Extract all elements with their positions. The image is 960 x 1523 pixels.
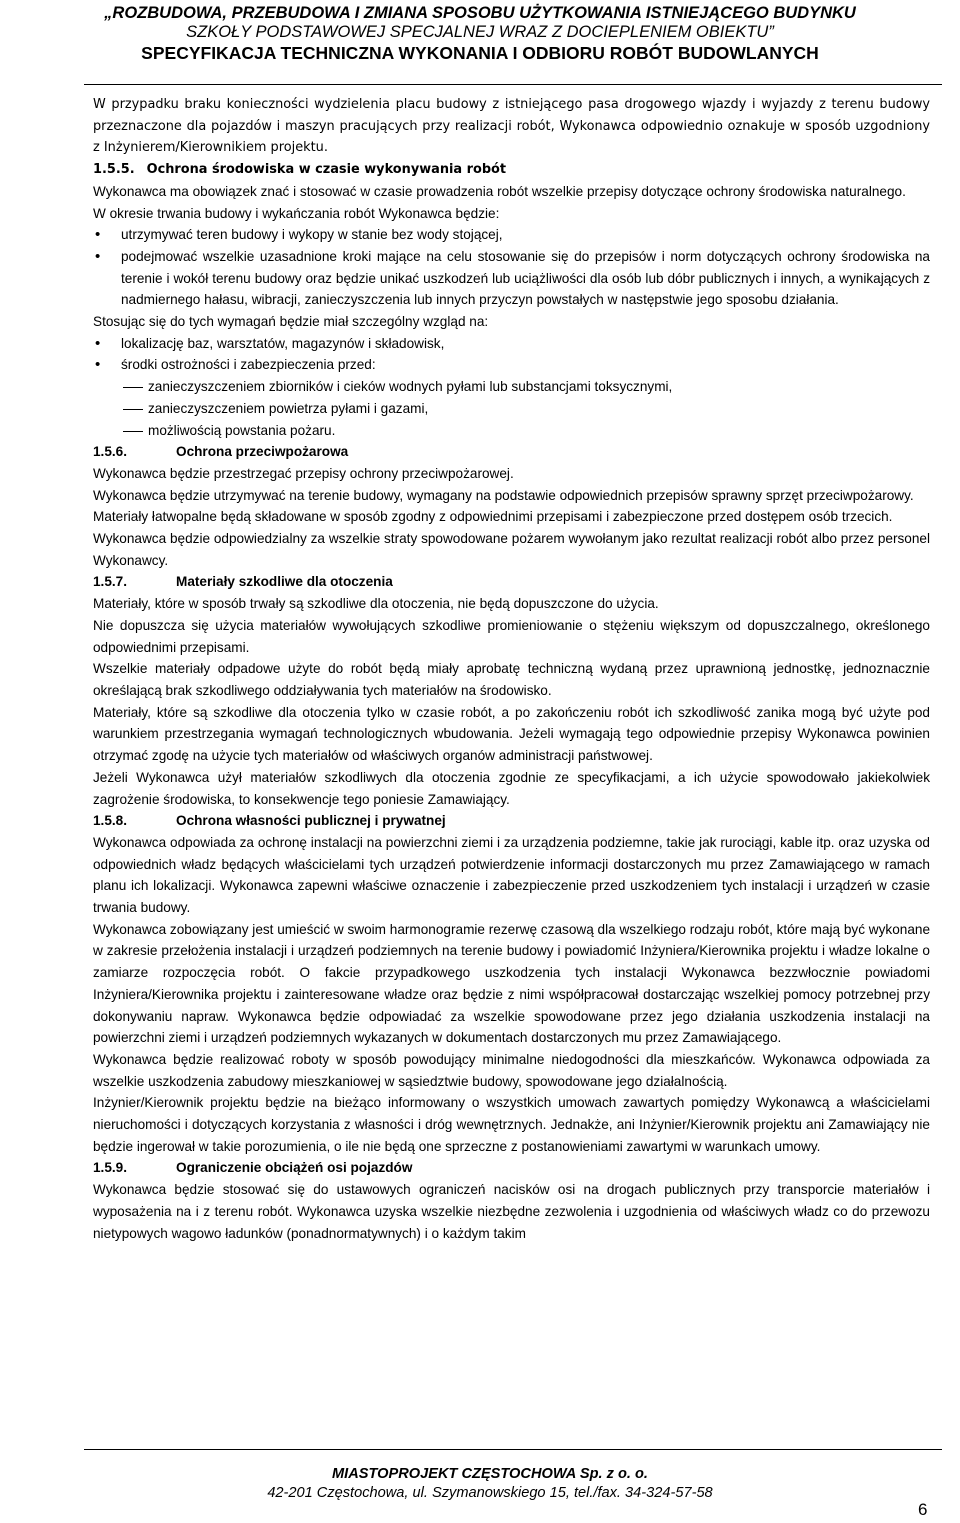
- list-item: możliwością powstania pożaru.: [93, 420, 930, 442]
- paragraph: Wykonawca będzie odpowiedzialny za wszelkie straty spowodowane pożarem wywołanym jako rezultat realizacji robót albo przez personel Wykonawcy.: [93, 531, 930, 568]
- document-body: [93, 94, 930, 1244]
- paragraph: Jeżeli Wykonawca użył materiałów szkodliwych dla otoczenia zgodnie ze specyfikacjami, a ich użycie spowodowało jakiekolwiek zagrożenie środowiska, to konsekwencje tego poniesie Zamawiający.: [93, 769, 930, 807]
- paragraph: Wykonawca będzie przestrzegać przepisy ochrony przeciwpożarowej.: [93, 465, 514, 481]
- paragraph: Wykonawca będzie realizować roboty w sposób powodujący minimalne niedogodności dla mieszkańców. Wykonawca odpowiada za wszelkie uszkodzenia zabudowy mieszkaniowej w sąsiedztwie budowy, spowodowane jego działalnością.: [93, 1051, 930, 1089]
- paragraph: Materiały, które są szkodliwe dla otoczenia tylko w czasie robót, a po zakończeniu robót ich szkodliwość zanika mogą być użyte pod warunkiem przestrzegania wymagań technologicznych wbudowania. Jeżeli wymagają tego odpowiednie przepisy Wykonawca powinien otrzymać zgodę na użycie tych materiałów od właściwych organów administracji państwowej.: [93, 704, 930, 764]
- paragraph: Stosując się do tych wymagań będzie miał szczególny wzgląd na:: [93, 314, 489, 330]
- header-document-title: SPECYFIKACJA TECHNICZNA WYKONANIA I ODBIORU ROBÓT BUDOWLANYCH: [141, 43, 819, 63]
- paragraph: Nie dopuszcza się użycia materiałów wywołujących szkodliwe promieniowanie o stężeniu większym od dopuszczalnego, określonego odpowiednimi przepisami.: [93, 617, 930, 655]
- list-item: • podejmować wszelkie uzasadnione kroki mające na celu stosowanie się do przepisów i norm dotyczących ochrony środowiska na terenie i wokół terenu budowy oraz będzie unikać uszkodzeń lub uciążliwości dla osób lub dóbr publicznych i innych, a wynikających z nadmiernego hałasu, wibracji, zanieczyszczenia lub innych przyczyn powstałych w następstwie jego sposobu działania.: [93, 246, 930, 311]
- section-title: Ochrona środowiska w czasie wykonywania robót: [146, 162, 507, 178]
- header-project-title-line1: „ROZBUDOWA, PRZEBUDOWA I ZMIANA SPOSOBU UŻYTKOWANIA ISTNIEJĄCEGO BUDYNKU: [104, 4, 856, 22]
- paragraph: Materiały, które w sposób trwały są szkodliwe dla otoczenia, nie będą dopuszczone do użycia.: [93, 596, 659, 612]
- section-heading-1-5-6: [93, 441, 930, 463]
- section-number: 1.5.5.: [93, 162, 135, 178]
- dash-list: [93, 376, 930, 441]
- list-item: • lokalizację baz, warsztatów, magazynów i składowisk,: [93, 333, 930, 355]
- list-item: • utrzymywać teren budowy i wykopy w stanie bez wody stojącej,: [93, 224, 930, 246]
- paragraph: Wszelkie materiały odpadowe użyte do robót będą miały aprobatę techniczną wydaną przez uprawnioną jednostkę, jednoznacznie określającą brak szkodliwego oddziaływania tych materiałów na środowisko.: [93, 661, 930, 698]
- intro-paragraph: W przypadku braku konieczności wydzielenia placu budowy z istniejącego pasa drogowego wjazdy i wyjazdy z terenu budowy przeznaczone dla pojazdów i maszyn pracujących przy realizacji robót, Wykonawca odpowiednio oznakuje w sposób uzgodniony z Inżynierem/Kierownikiem projektu.: [93, 97, 930, 156]
- section-number: 1.5.6.: [93, 444, 128, 460]
- section-heading-1-5-7: [93, 571, 930, 593]
- paragraph: Wykonawca odpowiada za ochronę instalacji na powierzchni ziemi i za urządzenia podziemne, takie jak rurociągi, kable itp. oraz uzyska od odpowiednich władz będących właścicielami tych urządzeń potwierdzenie informacji dostarczonych mu przez Zamawiającego w ramach planu ich lokalizacji. Wykonawca zapewni właściwe oznaczenie i zabezpieczenie przed uszkodzeniem tych instalacji i urządzeń w czasie trwania budowy.: [93, 834, 930, 916]
- page-number: 6: [918, 1500, 928, 1519]
- list-item: • środki ostrożności i zabezpieczenia przed:: [93, 354, 930, 376]
- section-number: 1.5.8.: [93, 813, 128, 829]
- section-title: Ochrona własności publicznej i prywatnej: [176, 813, 446, 829]
- section-title: Ograniczenie obciążeń osi pojazdów: [176, 1160, 413, 1176]
- paragraph: Wykonawca zobowiązany jest umieścić w swoim harmonogramie rezerwę czasową dla wszelkiego rodzaju robót, które mają być wykonane w zakresie przełożenia instalacji i urządzeń podziemnych na terenie budowy i powiadomić Inżyniera/Kierownika projektu i władze lokalne o zamiarze rozpoczęcia robót. O fakcie przypadkowego uszkodzenia tych instalacji Wykonawca bezzwłocznie powiadomi Inżyniera/Kierownika projektu i zainteresowane władze oraz będzie z nimi współpracował dostarczając wszelkiej pomocy potrzebnej przy dokonywaniu napraw. Wykonawca będzie odpowiadać za wszelkie spowodowane przez jego działania uszkodzenia instalacji na powierzchni ziemi i urządzeń podziemnych wykazanych w dokumentach dostarczonych mu przez Zamawiającego.: [93, 921, 931, 1046]
- paragraph: Wykonawca ma obowiązek znać i stosować w czasie prowadzenia robót wszelkie przepisy dotyczące ochrony środowiska naturalnego.: [93, 183, 906, 199]
- paragraph: Inżynier/Kierownik projektu będzie na bieżąco informowany o wszystkich umowach zawartych pomiędzy Wykonawcą a właścicielami nieruchomości i dotyczących korzystania z własności i dróg wewnętrznych. Jednakże, ani Inżynier/Kierownik projektu ani Zamawiający nie będzie ingerował w takie porozumienia, o ile nie będą one sprzeczne z postanowieniami zawartymi w warunkach umowy.: [93, 1095, 930, 1154]
- header-project-title-line2: SZKOŁY PODSTAWOWEJ SPECJALNEJ WRAZ Z DOCIEPLENIEM OBIEKTU”: [186, 23, 774, 41]
- section-number: 1.5.9.: [93, 1160, 128, 1176]
- footer-divider: [84, 1449, 942, 1450]
- list-item: zanieczyszczeniem zbiorników i cieków wodnych pyłami lub substancjami toksycznymi,: [93, 376, 930, 398]
- paragraph: Wykonawca będzie stosować się do ustawowych ograniczeń nacisków osi na drogach publicznych przy transporcie materiałów i wyposażenia na i z terenu robót. Wykonawca uzyska wszelkie niezbędne zezwolenia i uzgodnienia od właściwych władz co do przewozu nietypowych wagowo ładunków (ponadnormatywnych) i o każdym takim: [93, 1182, 930, 1241]
- section-heading-1-5-8: [93, 810, 930, 832]
- bullet-list: [93, 224, 930, 311]
- bullet-list: [93, 333, 930, 376]
- section-title: Materiały szkodliwe dla otoczenia: [176, 574, 393, 590]
- footer-company: MIASTOPROJEKT CZĘSTOCHOWA Sp. z o. o.: [332, 1466, 648, 1482]
- paragraph: Materiały łatwopalne będą składowane w sposób zgodny z odpowiednimi przepisami i zabezpieczone przed dostępem osób trzecich.: [93, 509, 893, 525]
- header-divider: [84, 84, 942, 85]
- list-item: zanieczyszczeniem powietrza pyłami i gazami,: [93, 398, 930, 420]
- section-title: Ochrona przeciwpożarowa: [176, 444, 349, 460]
- footer-address: 42-201 Częstochowa, ul. Szymanowskiego 15, tel./fax. 34-324-57-58: [267, 1485, 713, 1501]
- paragraph: Wykonawca będzie utrzymywać na terenie budowy, wymagany na podstawie odpowiednich przepisów sprawny sprzęt przeciwpożarowy.: [93, 487, 914, 503]
- paragraph: W okresie trwania budowy i wykańczania robót Wykonawca będzie:: [93, 205, 500, 221]
- section-heading-1-5-5: [93, 159, 930, 181]
- section-number: 1.5.7.: [93, 574, 128, 590]
- section-heading-1-5-9: [93, 1157, 930, 1179]
